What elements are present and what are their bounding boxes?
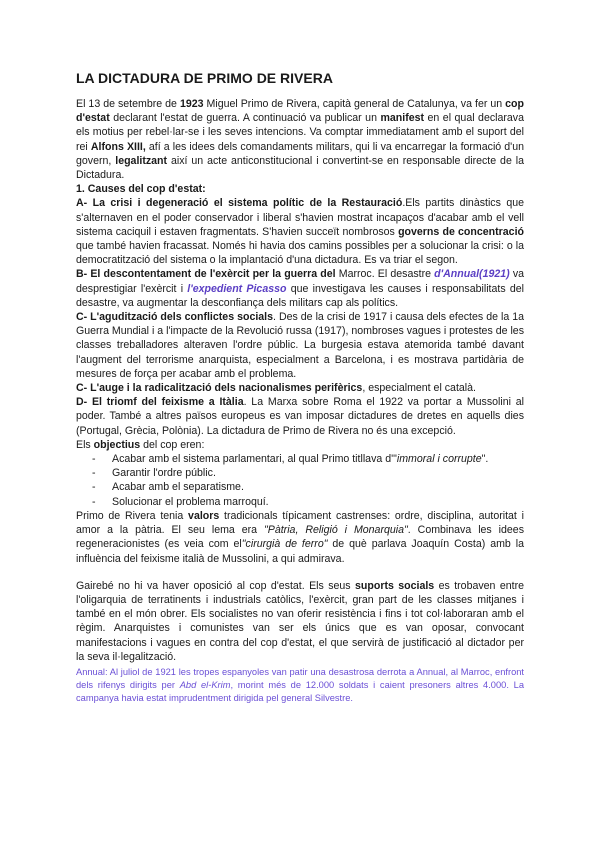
- italic-motto: "Pàtria, Religió i Monarquia": [264, 524, 408, 537]
- text: Annual: Al juliol de 1921 les tropes espanyoles van patir una desastrosa derrota a Annual, al Marroc, enfront dels rifenys dirigits per: [76, 666, 524, 690]
- text: en el qual declarava els motius per rebel·lar-se i les seves intencions. Va comptar immediatament amb el suport del rei: [76, 112, 524, 153]
- text: va desprestigiar l'exèrcit i: [76, 268, 525, 295]
- bold-governs: governs de concentració: [398, 225, 524, 238]
- italic-text: immoral i corrupte: [396, 453, 482, 466]
- causes-heading: 1. Causes del cop d'estat:: [76, 183, 206, 196]
- italic-abd-el-krim: Abd el-Krim: [179, 679, 231, 690]
- cause-a: [76, 196, 524, 267]
- annual-link[interactable]: d'Annual(1921): [434, 268, 510, 281]
- text: que investigava les causes i responsabilitats del desastre, va augmentar la desconfiança dels militars cap als polítics.: [76, 282, 524, 309]
- text: així un acte anticonstitucional i convertint-se en responsable directe de la Dictadura.: [76, 154, 524, 182]
- text: , especialment el català.: [362, 382, 476, 395]
- cause-c2-heading: C- L'auge i la radicalització dels nacionalismes perifèrics: [76, 382, 363, 395]
- text: El 13 de setembre de: [76, 98, 180, 110]
- text: Primo de Rivera tenia: [76, 509, 189, 522]
- cause-d: [76, 395, 524, 438]
- cause-b: [76, 267, 524, 310]
- cause-b-heading: B- El descontentament de l'exèrcit per la guerra del: [76, 268, 336, 281]
- text: tradicionals típicament castrenses: ordre, disciplina, autoritat i amor a la pàtria. El seu lema era: [76, 509, 524, 537]
- bold-year: 1923: [179, 98, 204, 110]
- picasso-link[interactable]: l'expedient Picasso: [187, 282, 287, 295]
- list-item: [92, 480, 524, 494]
- bold-coup: cop d'estat: [76, 98, 524, 125]
- text: . Des de la crisi de 1917 i causa dels efectes de la 1a Guerra Mundial i a l'impacte de la Revolució russa (1917), nombroses vagues i protestes de les classes treballadores alteraven l'ordre públic. La burgesia estava atemorida també davant l'augment del terrorisme anarquista, especialment a Barcelona, i es mostrava partidària de mesures de força per acabar amb el problema.: [76, 311, 524, 380]
- text: .Els partits dinàstics que s'alternaven en el poder conservador i liberal s'havien mostrat incapaços d'acabar amb el vell sistema caciquil i estaven fragmentats. S'havien succeït nombrosos: [76, 197, 524, 238]
- bold-legal: legalitzant: [115, 154, 168, 167]
- cause-a-heading: A- La crisi i degeneració el sistema polític de la Restauració: [76, 197, 403, 210]
- text: Acabar amb el sistema parlamentari, al qual Primo titllava d'": [112, 453, 397, 466]
- cause-c-heading: C- L'agudització dels conflictes socials: [76, 311, 274, 324]
- text: que també havien fracassat. Només hi havia dos camins possibles per a solucionar la crisi: o la democratització del sistema o la implantació d'una dictadura. Es va triar el segon.: [76, 240, 524, 267]
- text: Garantir l'ordre públic.: [112, 467, 216, 480]
- italic-cirurgia: "cirurgià de ferro": [241, 538, 328, 551]
- text: es trobaven entre l'oligarquia de terratinents i industrials catòlics, l'exèrcit, gran part de les classes mitjanes i també en el món obrer. Els socialistes no van oferir resistència i fins i tot col·laboraran amb el règim. Anarquistes i comunistes van ser els únics que es van oposar, convocant manifestacions i vagues en contra del cop d'estat, el que servirà de justificació al dictador per la seva il·legalització.: [76, 579, 524, 663]
- list-item: [92, 452, 524, 466]
- text: Solucionar el problema marroquí.: [112, 495, 269, 508]
- cause-c: [76, 310, 524, 381]
- intro-paragraph: [76, 97, 524, 182]
- support-paragraph: [76, 579, 524, 664]
- page-title: LA DICTADURA DE PRIMO DE RIVERA: [76, 70, 333, 86]
- objectives-intro: [76, 438, 524, 452]
- text: declarant l'estat de guerra. A continuació va publicar un: [109, 112, 381, 125]
- text: Gairebé no hi va haver oposició al cop d'estat. Els seus: [76, 579, 356, 592]
- list-item: [92, 495, 524, 509]
- text: Els: [76, 438, 94, 451]
- text: del cop eren:: [140, 438, 205, 451]
- text: afí a les idees dels comandaments militars, qui li va encarregar la formació d'un govern,: [76, 140, 524, 167]
- text: . Combinava les idees regeneracionistes (es veia com el: [76, 524, 524, 551]
- text: de què parlava Joaquín Costa) amb la influència del feixisme italià de Mussolini, a qui admirava.: [76, 538, 524, 565]
- list-item: [92, 466, 524, 480]
- bold-objectius: objectius: [93, 438, 141, 451]
- bold-valors: valors: [188, 509, 220, 522]
- cause-d-heading: D- El triomf del feixisme a Itàlia: [76, 396, 244, 409]
- text: Marroc. El desastre: [335, 268, 435, 281]
- objectives-list: [76, 452, 524, 509]
- text: Acabar amb el separatisme.: [112, 481, 244, 494]
- bold-king: Alfons XIII,: [90, 140, 146, 153]
- spacer: [76, 566, 524, 579]
- document-page: [76, 70, 524, 705]
- text: Miguel Primo de Rivera, capità general de Catalunya, va fer un: [203, 98, 506, 110]
- text: . La Marxa sobre Roma el 1922 va portar a Mussolini al poder. També a altres països europeus es van imposar dictadures de dretes en aquells dies (Portugal, Grècia, Polònia). La dictadura de Primo de Rivera no és una excepció.: [76, 396, 524, 437]
- text: ".: [481, 453, 489, 466]
- bold-manifest: manifest: [380, 112, 425, 125]
- text: , morint més de 12.000 soldats i caient presoners altres 4.000. La campanya havia estat imprudentment dirigida pel general Silvestre.: [76, 679, 524, 703]
- cause-c2: [76, 381, 524, 395]
- values-paragraph: [76, 509, 524, 566]
- bold-suports: suports socials: [355, 579, 435, 592]
- annual-footnote: [76, 666, 524, 705]
